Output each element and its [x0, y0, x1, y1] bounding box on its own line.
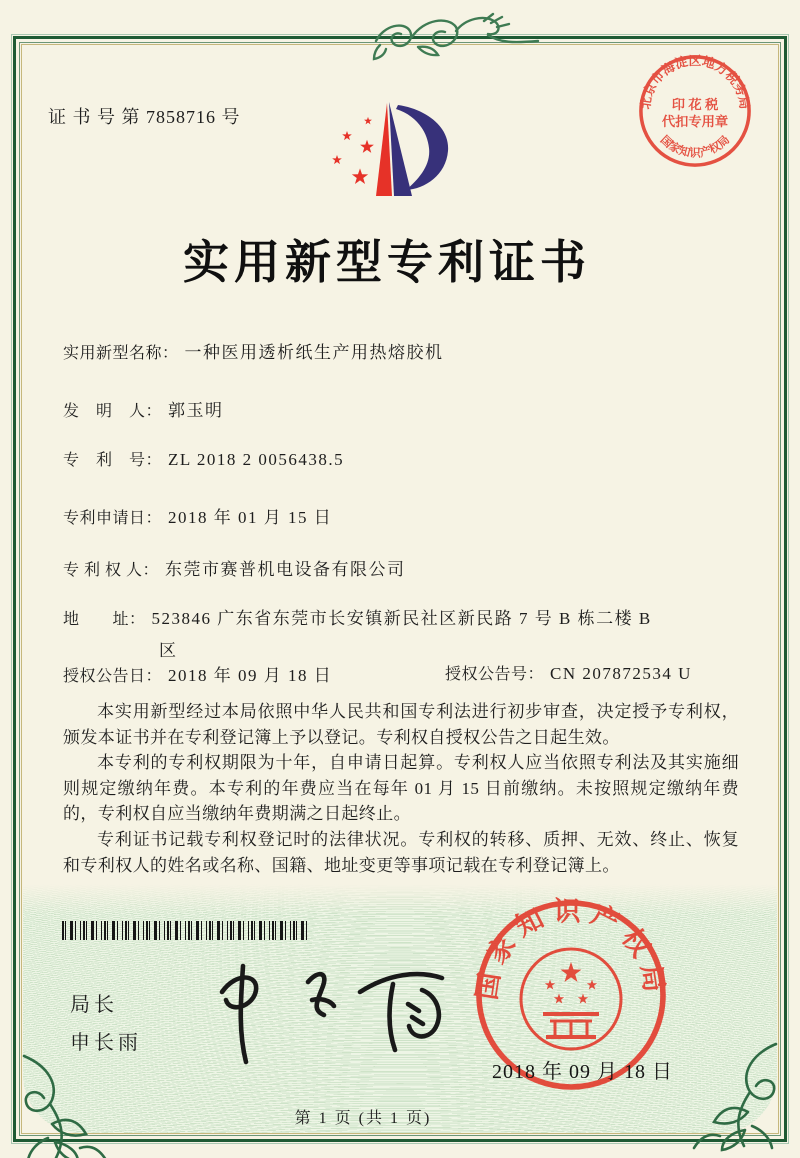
field-row-patent-number — [63, 447, 344, 470]
patent-logo-icon — [328, 101, 460, 201]
field-value: 2018 年 01 月 15 日 — [168, 508, 333, 527]
office-stamp-arc-text: 国家知识产权局 — [471, 896, 671, 1002]
legal-text — [63, 699, 739, 878]
field-label: 专 利 号： — [63, 452, 163, 469]
tax-stamp-line2: 代扣专用章 — [661, 113, 729, 129]
field-row-grant — [63, 661, 739, 686]
paragraph: 本专利的专利权期限为十年，自申请日起算。专利权人应当依照专利法及其实施细则规定缴纳年费。本专利的年费应当在每年 01 月 15 日前缴纳。未按照规定缴纳年费的，专利权自应当缴纳年费期满之日起终止。 — [63, 753, 739, 824]
field-value: 2018 年 09 月 18 日 — [168, 666, 333, 685]
field-label: 实用新型名称： — [63, 345, 179, 362]
page-number: 第 1 页 (共 1 页) — [294, 1110, 432, 1127]
field-label: 发 明 人： — [63, 403, 163, 420]
field-row-address — [63, 604, 652, 661]
field-value: CN 207872534 U — [550, 664, 692, 683]
signature-handwriting — [200, 958, 450, 1068]
svg-text:国家知识产权局 — [658, 132, 732, 159]
tax-stamp-arc-bottom-text: 国家知识产权局 — [657, 133, 733, 160]
field-label: 专利申请日： — [63, 510, 163, 527]
field-value: 一种医用透析纸生产用热熔胶机 — [184, 343, 444, 362]
field-value: 郭玉明 — [168, 401, 224, 420]
dragon-flourish-icon — [372, 11, 542, 63]
stamp-date: 2018 年 09 月 18 日 — [492, 1061, 673, 1083]
floral-corner-flourish-icon — [690, 1040, 782, 1152]
field-row-patentee — [63, 555, 406, 580]
field-label: 地 址： — [63, 611, 146, 628]
field-value: 523846 广东省东莞市长安镇新民社区新民路 7 号 B 栋二楼 B — [151, 609, 652, 628]
certificate-barcode — [62, 921, 308, 940]
grant-number-group — [445, 661, 692, 684]
field-label: 授权公告日： — [63, 668, 163, 685]
field-value: ZL 2018 2 0056438.5 — [168, 450, 345, 469]
field-value-wrap: 区 — [159, 641, 178, 660]
field-row-utility-model-name — [63, 338, 444, 363]
field-value: 东莞市赛普机电设备有限公司 — [165, 560, 406, 579]
commissioner-name: 申长雨 — [70, 1032, 142, 1054]
certificate-title: 实用新型专利证书 — [183, 237, 591, 288]
tax-stamp-line1: 印 花 税 — [671, 97, 719, 113]
commissioner-post-label: 局长 — [70, 994, 118, 1016]
field-label: 授权公告号： — [445, 666, 545, 683]
field-row-filing-date — [63, 503, 332, 528]
paragraph: 本实用新型经过本局依照中华人民共和国专利法进行初步审查，决定授予专利权，颁发本证书并在专利登记簿上予以登记。专利权自授权公告之日起生效。 — [63, 702, 739, 747]
field-row-inventor — [63, 396, 224, 421]
tax-stamp — [636, 52, 754, 170]
field-label: 专 利 权 人： — [63, 562, 160, 579]
tax-stamp-arc-top-text: 北京市海淀区地方税务局 — [638, 54, 752, 111]
certificate-number: 证 书 号 第 7858716 号 — [48, 107, 241, 127]
paragraph: 专利证书记载专利权登记时的法律状况。专利权的转移、质押、无效、终止、恢复和专利权人的姓名或名称、国籍、地址变更等事项记载在专利登记簿上。 — [63, 829, 739, 875]
